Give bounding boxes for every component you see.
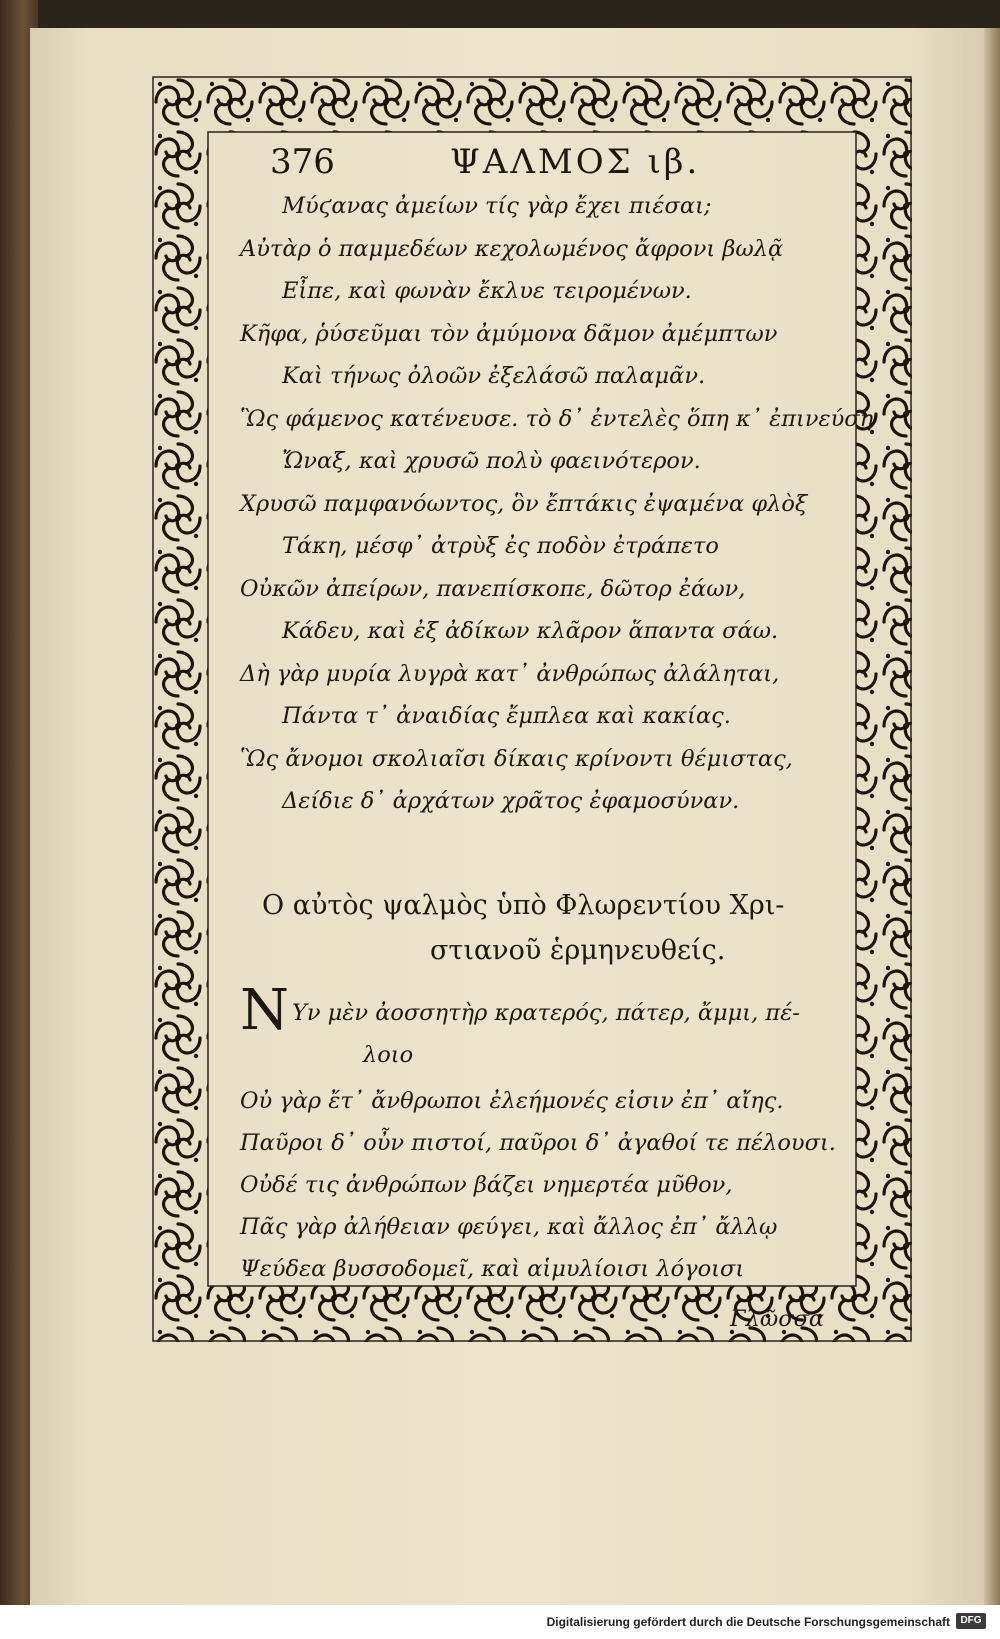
verse-line: Ὣς φάμενος κατένευσε. τὸ δ᾽ ἐντελὲς ὅπη κ᾽ ἐπινεύσῃ — [240, 405, 874, 432]
verse-line: Τάκη, μέσφ᾽ ἀτρὺξ ἐς ποδὸν ἐτράπετο — [282, 533, 719, 559]
page-header — [270, 142, 790, 190]
verse-line: Πάντα τ᾽ ἀναιδίας ἔμπλεα καὶ κακίας. — [282, 703, 731, 729]
footer-bar — [0, 1605, 1000, 1639]
verse-line: λοιο — [363, 1042, 414, 1068]
verse-line: Κάδευ, καὶ ἐξ ἀδίκων κλᾶρον ἅπαντα σάω. — [282, 618, 779, 644]
verse-line: Ὤναξ, καὶ χρυσῶ πολὺ φαεινότερον. — [282, 448, 701, 474]
section-title-continued: στιανοῦ ἑρμηνευθείς. — [430, 935, 726, 966]
verse-line: Παῦροι δ᾽ οὖν πιστοί, παῦροι δ᾽ ἀγαθοί τε πέλουσι. — [240, 1130, 836, 1156]
verse-line: Οὐδέ τις ἀνθρώπων βάζει νημερτέα μῦθον, — [240, 1172, 733, 1198]
verse-line: Χρυσῶ παμφανόωντος, ὃν ἔπτάκις ἐψαμένα φλὸξ — [240, 490, 808, 517]
drop-cap: N — [240, 978, 289, 1043]
verse-line: Αὐτὰρ ὁ παμμεδέων κεχολωμένος ἄφρονι βωλᾷ — [240, 235, 784, 262]
dfg-logo: DFG — [956, 1613, 986, 1629]
verse-line: Ὣς ἄνομοι σκολιαῖσι δίκαις κρίνοντι θέμιστας, — [240, 745, 793, 772]
verse-line: Οὐ γὰρ ἔτ᾽ ἄνθρωποι ἐλεήμονές εἰσιν ἐπ᾽ αἴης. — [240, 1088, 784, 1114]
verse-line: Ψεύδεα βυσσοδομεῖ, καὶ αἱμυλίοισι λόγοισι — [240, 1256, 745, 1282]
section-title: Ο αὐτὸς ψαλμὸς ὑπὸ Φλωρεντίου Χρι- — [262, 890, 785, 921]
verse-line: Δείδιε δ᾽ ἀρχάτων χρᾶτος ἐφαμοσύναν. — [282, 788, 740, 814]
verse-line: Υν μὲν ἀοσσητὴρ κρατερός, πάτερ, ἄμμι, πέ- — [292, 1000, 800, 1026]
page-number: 376 — [270, 142, 335, 182]
verse-line: Πᾶς γὰρ ἀλήθειαν φεύγει, καὶ ἄλλος ἐπ᾽ ἄλλῳ — [240, 1214, 778, 1240]
verse-line: Οὐκῶν ἀπείρων, πανεπίσκοπε, δῶτορ ἐάων, — [240, 575, 746, 602]
verse-line: Κῆφα, ῥύσεῦμαι τὸν ἀμύμονα δᾶμον ἀμέμπτων — [240, 320, 778, 347]
running-head: ΨΑΛΜΟΣ ιβ. — [450, 142, 701, 182]
digitization-credit: Digitalisierung gefördert durch die Deutsche Forschungsgemeinschaft — [546, 1615, 950, 1629]
verse-line: Καὶ τήνως ὀλοῶν ἐξελάσῶ παλαμᾶν. — [282, 363, 706, 389]
verse-line: Μύϛανας ἀμείων τίς γὰρ ἔχει πιέσαι; — [282, 193, 712, 219]
verse-line: Εἶπε, καὶ φωνὰν ἔκλυε τειρομένων. — [282, 278, 692, 304]
catchword: Γλῶσσά — [730, 1306, 825, 1332]
page-edge — [984, 28, 1000, 1605]
verse-line: Δὴ γὰρ μυρία λυγρὰ κατ᾽ ἀνθρώπως ἀλάληται, — [240, 660, 780, 687]
